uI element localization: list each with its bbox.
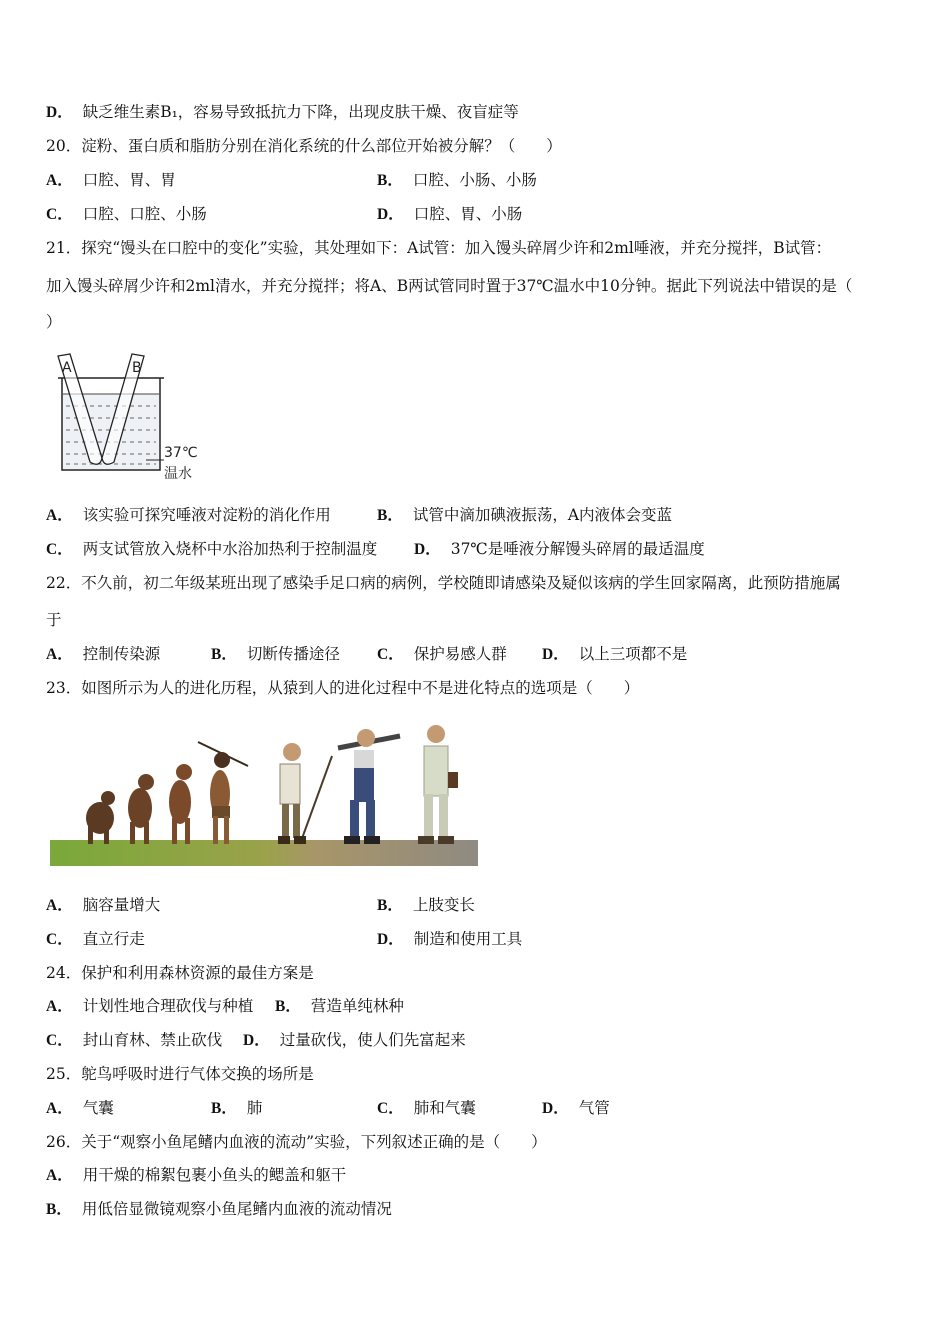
option-text: 缺乏维生素B₁，容易导致抵抗力下降，出现皮肤干燥、夜盲症等 (82, 103, 519, 121)
option-text: 该实验可探究唾液对淀粉的消化作用 (82, 506, 331, 524)
option-text: 两支试管放入烧杯中水浴加热利于控制温度 (82, 540, 378, 558)
option-text: 肺和气囊 (413, 1099, 476, 1117)
option-label: B． (377, 507, 403, 524)
q23-option-c[interactable] (46, 929, 145, 950)
option-label: C． (377, 646, 404, 663)
q22-option-d[interactable] (542, 644, 687, 665)
option-label: B． (211, 646, 237, 663)
q22-option-a[interactable] (46, 644, 160, 665)
option-label: C． (46, 1032, 73, 1049)
q25-stem: 25．鸵鸟呼吸时进行气体交换的场所是 (46, 1065, 314, 1083)
q22-option-c[interactable] (377, 644, 507, 665)
tube-a-label: A (62, 360, 72, 376)
option-text: 肺 (246, 1099, 263, 1117)
option-text: 保护易感人群 (413, 645, 507, 663)
option-label: A． (46, 646, 73, 663)
q21-option-c[interactable] (46, 539, 377, 560)
option-text: 封山育林、禁止砍伐 (82, 1031, 223, 1049)
option-label: D． (377, 931, 404, 948)
option-text: 口腔、胃、小肠 (413, 205, 523, 223)
q21-option-d[interactable] (414, 539, 705, 560)
option-text: 用干燥的棉絮包裹小鱼头的鳃盖和躯干 (82, 1166, 347, 1184)
option-label: B． (46, 1201, 72, 1218)
option-text: 气管 (578, 1099, 610, 1117)
option-text: 口腔、胃、胃 (82, 171, 176, 189)
option-text: 切断传播途径 (246, 645, 340, 663)
option-text: 控制传染源 (82, 645, 161, 663)
q26-stem: 26．关于“观察小鱼尾鳍内血液的流动”实验，下列叙述正确的是（ ） (46, 1133, 547, 1151)
q26-option-a[interactable] (46, 1165, 346, 1186)
option-label: A． (46, 507, 73, 524)
q20-stem: 20．淀粉、蛋白质和脂肪分别在消化系统的什么部位开始被分解？（ ） (46, 137, 562, 155)
option-label: D． (542, 1100, 569, 1117)
q22-stem-line-1: 22．不久前，初二年级某班出现了感染手足口病的病例，学校随即请感染及疑似该病的学生回家隔离，此预防措施属 (46, 574, 841, 592)
option-label: C． (46, 541, 73, 558)
q20-option-d[interactable] (377, 204, 522, 225)
option-text: 制造和使用工具 (413, 930, 523, 948)
option-text: 脑容量增大 (82, 896, 161, 914)
tube-b-label: B (132, 360, 142, 376)
q24-option-d[interactable] (243, 1030, 466, 1051)
option-text: 气囊 (82, 1099, 114, 1117)
option-label: D． (414, 541, 441, 558)
option-text: 37℃是唾液分解馒头碎屑的最适温度 (450, 540, 705, 558)
water-label: 温水 (164, 466, 192, 482)
q23-option-a[interactable] (46, 895, 160, 916)
q23-option-b[interactable] (377, 895, 475, 916)
option-label: A． (46, 897, 73, 914)
temperature-label: 37℃ (164, 445, 198, 461)
beaker-diagram (48, 350, 208, 485)
q21-option-a[interactable] (46, 505, 331, 526)
option-label: B． (377, 172, 403, 189)
q24-option-c[interactable] (46, 1030, 222, 1051)
q25-option-b[interactable] (211, 1098, 262, 1119)
option-label: C． (46, 206, 73, 223)
option-text: 直立行走 (82, 930, 145, 948)
option-label: A． (46, 172, 73, 189)
q21-option-b[interactable] (377, 505, 672, 526)
option-text: 用低倍显微镜观察小鱼尾鳍内血液的流动情况 (81, 1200, 392, 1218)
q26-option-b[interactable] (46, 1199, 392, 1220)
q24-stem: 24．保护和利用森林资源的最佳方案是 (46, 964, 314, 982)
q23-option-d[interactable] (377, 929, 522, 950)
q25-option-a[interactable] (46, 1098, 114, 1119)
option-text: 上肢变长 (412, 896, 475, 914)
option-label: B． (377, 897, 403, 914)
option-text: 口腔、口腔、小肠 (82, 205, 207, 223)
option-text: 试管中滴加碘液振荡，A内液体会变蓝 (412, 506, 673, 524)
option-text: 过量砍伐，使人们先富起来 (279, 1031, 466, 1049)
q19-option-d[interactable] (46, 102, 519, 123)
q22-stem-line-2: 于 (46, 611, 62, 629)
option-label: A． (46, 998, 73, 1015)
option-label: B． (275, 998, 301, 1015)
option-label: C． (377, 1100, 404, 1117)
option-text: 以上三项都不是 (578, 645, 688, 663)
option-label: D． (46, 104, 73, 121)
option-label: A． (46, 1167, 73, 1184)
q21-stem-line-2: 加入馒头碎屑少许和2ml清水，并充分搅拌；将A、B两试管同时置于37℃温水中10分钟。据此下列说法中错误的是（ (46, 277, 853, 295)
q21-stem-line-1: 21．探究“馒头在口腔中的变化”实验，其处理如下：A试管：加入馒头碎屑少许和2ml唾液，并充分搅拌，B试管： (46, 239, 832, 257)
q24-option-a[interactable] (46, 996, 253, 1017)
q22-option-b[interactable] (211, 644, 340, 665)
option-label: A． (46, 1100, 73, 1117)
option-label: D． (377, 206, 404, 223)
option-text: 营造单纯林种 (310, 997, 404, 1015)
q21-stem-line-3: ） (46, 313, 62, 331)
option-text: 口腔、小肠、小肠 (412, 171, 537, 189)
q23-stem: 23．如图所示为人的进化历程，从猿到人的进化过程中不是进化特点的选项是（ ） (46, 679, 640, 697)
q20-option-c[interactable] (46, 204, 207, 225)
option-label: D． (243, 1032, 270, 1049)
option-label: B． (211, 1100, 237, 1117)
q25-option-d[interactable] (542, 1098, 610, 1119)
option-label: D． (542, 646, 569, 663)
q20-option-b[interactable] (377, 170, 537, 191)
human-evolution-illustration (48, 722, 480, 868)
option-label: C． (46, 931, 73, 948)
q25-option-c[interactable] (377, 1098, 476, 1119)
option-text: 计划性地合理砍伐与种植 (82, 997, 254, 1015)
ground (50, 840, 478, 866)
q20-option-a[interactable] (46, 170, 176, 191)
q24-option-b[interactable] (275, 996, 404, 1017)
